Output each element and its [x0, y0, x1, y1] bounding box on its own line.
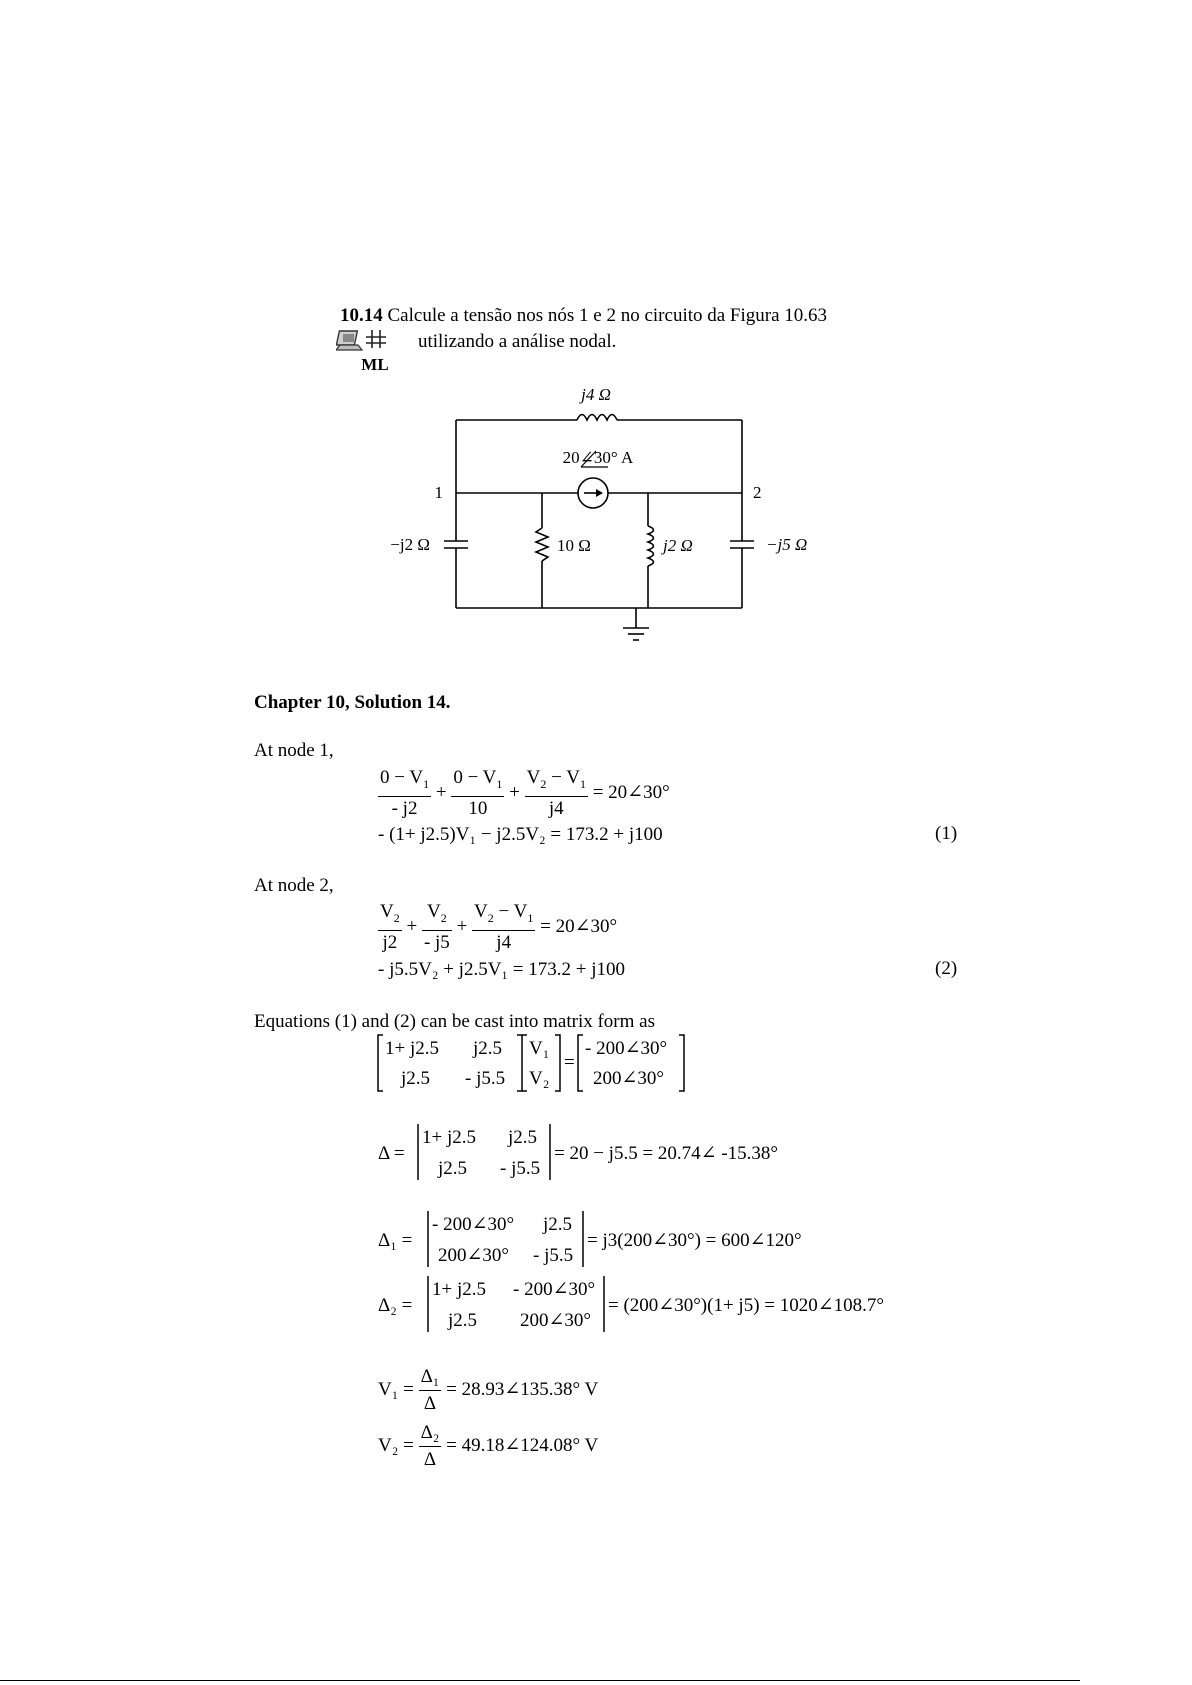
- matrix-x1: V₁: [529, 1038, 550, 1059]
- delta2-m22: 200∠30°: [520, 1310, 592, 1331]
- matrix-a11: 1+ j2.5: [385, 1038, 439, 1059]
- frac-2: $\frac{0 - V_1}{10}$: [453, 767, 503, 819]
- delta1-m12: j2.5: [543, 1214, 573, 1235]
- node1-label: 1: [434, 483, 443, 502]
- left-cap-label: −j2 Ω: [390, 535, 430, 554]
- node2-equation: $\frac{V_2}{j2}$ + $\frac{V_2}{- j5}$ + $\frac{V_2 - V_1}{j4}$ = 20∠30°: [380, 901, 618, 953]
- v2-den: Δ: [423, 1449, 437, 1470]
- delta2-m11: 1+ j2.5: [432, 1279, 486, 1300]
- delta-m21: j2.5: [438, 1158, 468, 1179]
- matrix-x2: V₂: [529, 1068, 550, 1089]
- resistor-label: 10 Ω: [557, 536, 591, 555]
- delta1-determinant: [378, 1209, 838, 1269]
- delta-result: = 20 − j5.5 = 20.74∠ -15.38°: [554, 1143, 779, 1164]
- v1-num: Δ₁: [419, 1364, 442, 1391]
- page-bottom-rule: [0, 1680, 1080, 1681]
- delta1-m21: 200∠30°: [438, 1245, 510, 1266]
- circuit-diagram: [380, 383, 840, 653]
- problem-badge: [336, 328, 416, 374]
- computer-icon: [336, 331, 362, 350]
- delta1-label: Δ₁ =: [378, 1230, 413, 1251]
- delta2-m12: - 200∠30°: [513, 1279, 596, 1300]
- v1-den: Δ: [423, 1393, 437, 1414]
- delta2-result: = (200∠30°)(1+ j5) = 1020∠108.7°: [608, 1295, 885, 1316]
- ground-icon: [623, 628, 649, 640]
- problem-statement: [340, 305, 827, 327]
- mid-inductor-label: j2 Ω: [663, 536, 693, 555]
- v2-num: Δ₂: [419, 1420, 442, 1447]
- delta2-label: Δ₂ =: [378, 1295, 413, 1316]
- node2-equation-rhs: = 20∠30°: [540, 915, 618, 937]
- v2-lhs: V₂ =: [378, 1434, 414, 1456]
- node2-heading: At node 2,: [254, 875, 334, 896]
- node2-label: 2: [753, 483, 762, 502]
- matrix-a22: - j5.5: [465, 1068, 506, 1089]
- right-cap-label: −j5 Ω: [766, 535, 808, 554]
- v2-value: = 49.18∠124.08° V: [446, 1434, 599, 1456]
- delta2-determinant: [378, 1274, 918, 1334]
- arrow-head-icon: [596, 489, 603, 497]
- equation-number-1: (1): [935, 823, 958, 844]
- matrix-intro: Equations (1) and (2) can be cast into matrix form as: [254, 1011, 655, 1032]
- v2-fraction: [419, 1420, 442, 1473]
- delta1-result: = j3(200∠30°) = 600∠120°: [587, 1230, 802, 1251]
- problem-text-line2: utilizando a análise nodal.: [418, 331, 617, 352]
- svg-text:=: =: [564, 1052, 575, 1073]
- v1-value: = 28.93∠135.38° V: [446, 1378, 599, 1400]
- v1-fraction: [419, 1364, 442, 1417]
- delta2-m21: j2.5: [448, 1310, 478, 1331]
- node1-equation-2: - (1+ j2.5)V₁ − j2.5V₂ = 173.2 + j100: [378, 824, 663, 845]
- ml-badge: ML: [361, 355, 389, 374]
- delta1-m22: - j5.5: [533, 1245, 574, 1266]
- frac-6: $\frac{V_2 - V_1}{j4}$: [474, 901, 534, 953]
- network-icon: [366, 330, 386, 348]
- matrix-b1: - 200∠30°: [585, 1038, 668, 1059]
- delta-determinant: [378, 1122, 818, 1182]
- v1-result: [378, 1364, 598, 1417]
- mid-inductor: [648, 526, 654, 566]
- equation-number-2: (2): [935, 958, 958, 979]
- problem-number: 10.14: [340, 305, 383, 326]
- top-inductor-label: j4 Ω: [581, 385, 611, 404]
- problem-text-line1: Calcule a tensão nos nós 1 e 2 no circuito da Figura 10.63: [387, 305, 828, 326]
- delta-m11: 1+ j2.5: [422, 1127, 476, 1148]
- delta-label: Δ =: [378, 1143, 405, 1164]
- source-label: 20∠30° A: [562, 448, 634, 467]
- node1-equation: $\frac{0 - V_1}{- j2}$ + $\frac{0 - V_1}{10}$ + $\frac{V_2 - V_1}{j4}$ = 20∠30°: [380, 767, 670, 819]
- v2-result: [378, 1420, 598, 1473]
- top-inductor: [577, 415, 617, 421]
- node1-equation-rhs: = 20∠30°: [592, 781, 670, 803]
- matrix-equation: [375, 1032, 695, 1094]
- frac-5: $\frac{V_2}{- j5}$: [423, 901, 450, 953]
- matrix-b2: 200∠30°: [593, 1068, 665, 1089]
- frac-1: $\frac{0 - V_1}{- j2}$: [380, 767, 430, 819]
- solution-heading: Chapter 10, Solution 14.: [254, 692, 451, 713]
- delta-m22: - j5.5: [500, 1158, 541, 1179]
- node2-equation-2: - j5.5V₂ + j2.5V₁ = 173.2 + j100: [378, 959, 625, 980]
- resistor: [536, 528, 548, 561]
- delta-m12: j2.5: [508, 1127, 538, 1148]
- v1-lhs: V₁ =: [378, 1378, 414, 1400]
- matrix-a12: j2.5: [473, 1038, 503, 1059]
- node1-heading: At node 1,: [254, 740, 334, 761]
- frac-3: $\frac{V_2 - V_1}{j4}$: [526, 767, 586, 819]
- frac-4: $\frac{V_2}{j2}$: [380, 901, 400, 953]
- delta1-m11: - 200∠30°: [432, 1214, 515, 1235]
- matrix-a21: j2.5: [401, 1068, 431, 1089]
